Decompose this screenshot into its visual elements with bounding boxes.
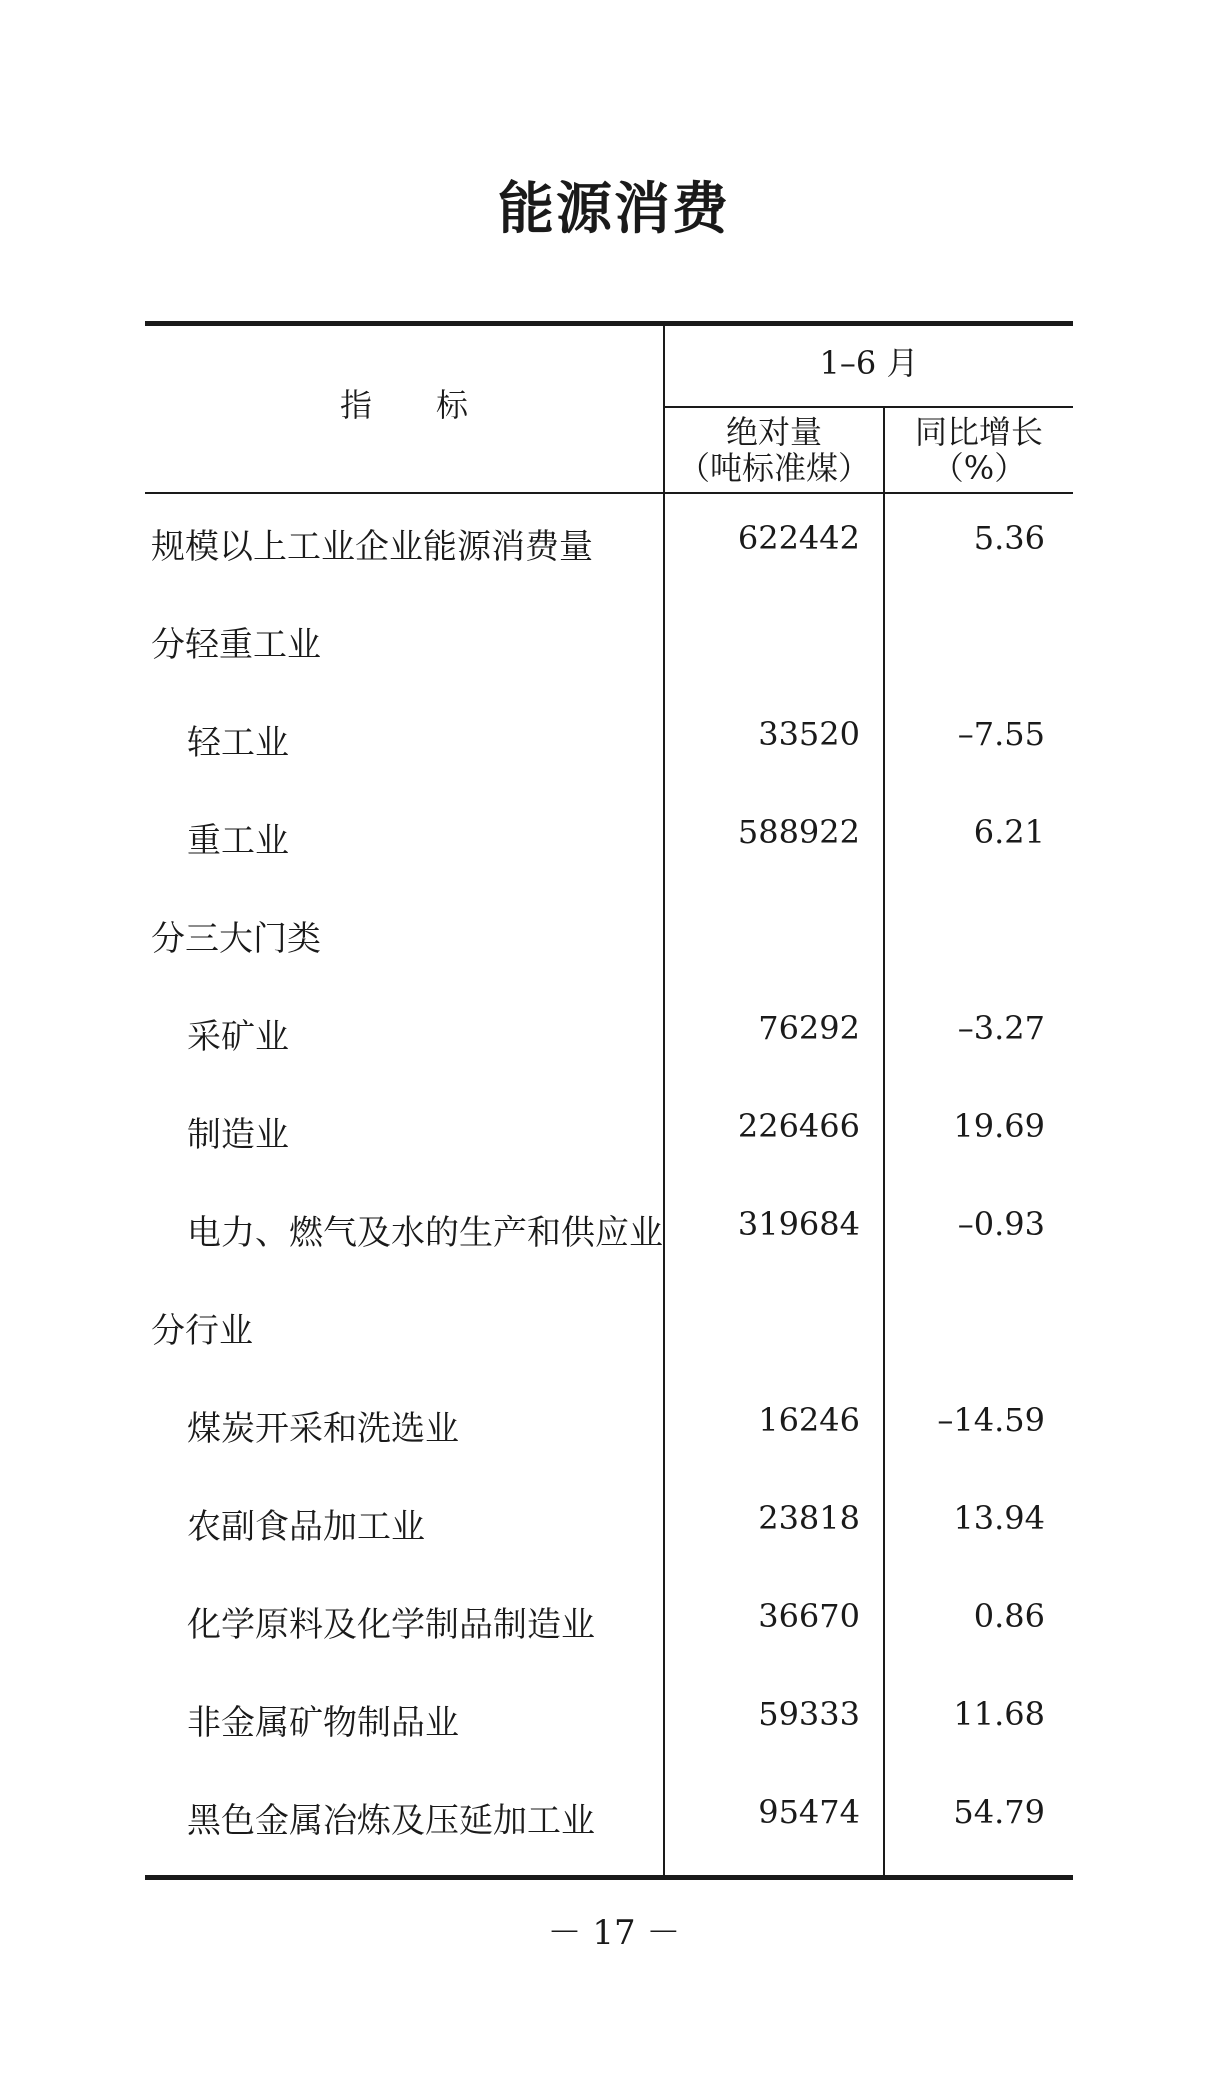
row-value: 33520: [758, 715, 860, 753]
table-row: [145, 1393, 1073, 1453]
table-top-rule: [145, 321, 1073, 326]
row-growth: –3.27: [957, 1009, 1045, 1047]
row-value: 76292: [758, 1009, 860, 1047]
row-growth: 11.68: [953, 1695, 1045, 1733]
row-label: 轻工业: [187, 723, 289, 763]
page-title: 能源消费: [498, 177, 730, 242]
period-divider: [664, 406, 1073, 408]
row-growth: 0.86: [973, 1597, 1045, 1635]
row-value: 622442: [737, 519, 860, 557]
period-header: 1–6 月: [819, 344, 919, 382]
row-growth: –14.59: [937, 1401, 1045, 1439]
row-label: 化学原料及化学制品制造业: [187, 1605, 595, 1645]
row-label: 分行业: [151, 1311, 253, 1351]
row-label: 非金属矿物制品业: [187, 1703, 459, 1743]
row-value: 36670: [758, 1597, 860, 1635]
table-row: [145, 1687, 1073, 1747]
row-label: 采矿业: [187, 1017, 289, 1057]
table-bottom-rule: [145, 1875, 1073, 1880]
table-row: [145, 1785, 1073, 1845]
table-row: [145, 609, 1073, 669]
row-label: 分轻重工业: [151, 625, 321, 665]
row-label: 重工业: [187, 821, 289, 861]
row-label: 电力、燃气及水的生产和供应业: [187, 1213, 663, 1253]
table-row: [145, 1491, 1073, 1551]
table-row: [145, 1295, 1073, 1355]
table-row: [145, 903, 1073, 963]
absolute-value-header: [665, 414, 883, 486]
growth-header-line1: 同比增长: [914, 413, 1043, 451]
row-label: 制造业: [187, 1115, 289, 1155]
row-growth: –0.93: [957, 1205, 1045, 1243]
table-row: [145, 1197, 1073, 1257]
row-label: 规模以上工业企业能源消费量: [151, 527, 593, 567]
table-row: [145, 707, 1073, 767]
growth-header: [885, 414, 1073, 486]
row-value: 226466: [737, 1107, 860, 1145]
absolute-value-header-line2: （吨标准煤）: [677, 449, 870, 487]
row-label: 黑色金属冶炼及压延加工业: [187, 1801, 595, 1841]
row-growth: –7.55: [957, 715, 1045, 753]
table-row: [145, 805, 1073, 865]
absolute-value-header-line1: 绝对量: [725, 413, 822, 451]
table-row: [145, 511, 1073, 571]
table-row: [145, 1099, 1073, 1159]
table-row: [145, 1001, 1073, 1061]
row-label: 分三大门类: [151, 919, 321, 959]
row-value: 95474: [758, 1793, 860, 1831]
header-bottom-rule: [145, 492, 1073, 494]
row-growth: 6.21: [973, 813, 1045, 851]
row-value: 319684: [737, 1205, 860, 1243]
energy-consumption-table: [145, 321, 1073, 1881]
row-growth: 54.79: [953, 1793, 1045, 1831]
page-number: － 17 －: [547, 1913, 681, 1953]
row-value: 23818: [758, 1499, 860, 1537]
row-value: 59333: [758, 1695, 860, 1733]
row-growth: 13.94: [953, 1499, 1045, 1537]
row-label: 煤炭开采和洗选业: [187, 1409, 459, 1449]
row-value: 16246: [758, 1401, 860, 1439]
row-growth: 5.36: [973, 519, 1045, 557]
row-label: 农副食品加工业: [187, 1507, 425, 1547]
row-value: 588922: [737, 813, 860, 851]
table-row: [145, 1589, 1073, 1649]
growth-header-line2: （%）: [931, 449, 1027, 487]
row-growth: 19.69: [953, 1107, 1045, 1145]
indicator-header: 指 标: [339, 386, 468, 424]
